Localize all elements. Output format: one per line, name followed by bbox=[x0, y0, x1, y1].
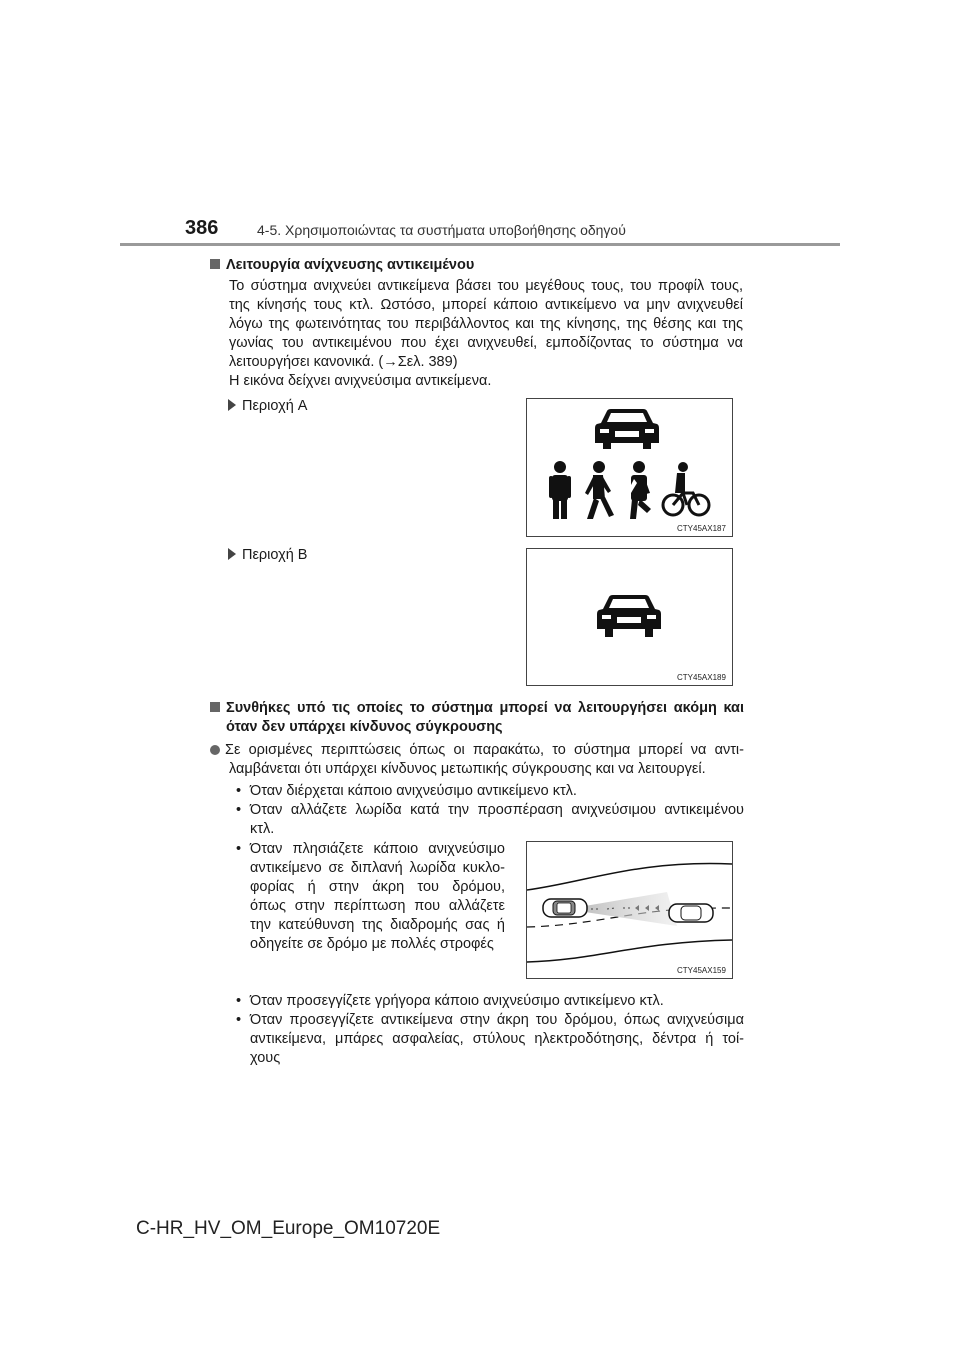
figure-area-b-drawing bbox=[527, 549, 732, 685]
walking-person-icon bbox=[585, 461, 614, 519]
header-divider bbox=[120, 243, 840, 246]
list-item-text: Όταν προσεγγίζετε αντικείμενα στην άκρη του δρόμου, όπως ανιχνεύσιμα bbox=[250, 1012, 744, 1028]
list-item-text: Όταν διέρχεται κάποιο ανιχνεύσιμο αντικείμενο κτλ. bbox=[250, 783, 577, 799]
list-item-text: Όταν προσεγγίζετε γρήγορα κάποιο ανιχνεύσιμο αντικείμενο κτλ. bbox=[250, 993, 664, 1009]
list-item-text: αντικείμενα, μπάρες ασφαλείας, στύλους ηλεκτροδότησης, δέντρα ή τοί- bbox=[250, 1031, 744, 1047]
list-item bbox=[236, 782, 744, 801]
page-number: 386 bbox=[185, 217, 219, 239]
paragraph-line: Το σύστημα ανιχνεύει αντικείμενα βάσει του μεγέθους τους, του προφίλ τους, bbox=[229, 278, 743, 294]
list-item bbox=[236, 801, 744, 839]
image-intro-text: Η εικόνα δείχνει ανιχνεύσιμα αντικείμενα. bbox=[229, 373, 492, 389]
bullet-char: • bbox=[236, 783, 242, 799]
figure-curved-road-drawing bbox=[527, 842, 732, 978]
list-item-text: οδηγείτε σε δρόμο με πολλές στροφές bbox=[250, 936, 494, 952]
list-item-text: Όταν αλλάζετε λωρίδα κατά την προσπέραση ανιχνεύσιμου αντικειμένου bbox=[250, 802, 744, 818]
car-top-view-icon bbox=[543, 899, 587, 917]
list-item-text: κτλ. bbox=[250, 821, 275, 837]
cyclist-icon bbox=[663, 462, 709, 515]
figure-code: CTY45AX187 bbox=[677, 524, 726, 533]
bullet-char: • bbox=[236, 802, 242, 818]
car-front-icon bbox=[597, 595, 661, 637]
pedestrian-icon bbox=[549, 461, 571, 519]
list-item-text: αντικείμενο σε διπλανή λωρίδα κυκλο- bbox=[250, 860, 505, 876]
figure-code: CTY45AX159 bbox=[677, 966, 726, 975]
figure-area-a-drawing bbox=[527, 399, 732, 536]
list-item-text: Όταν πλησιάζετε κάποιο ανιχνεύσιμο bbox=[250, 841, 505, 857]
paragraph-line: λόγω της φωτεινότητας του περιβάλλοντος και της κίνησης, της θέσης και της bbox=[229, 316, 743, 332]
car-front-icon bbox=[595, 409, 659, 449]
figure-curved-road bbox=[526, 841, 733, 979]
paragraph-line: λειτουργήσει κανονικά. (→Σελ. 389) bbox=[229, 354, 458, 370]
area-b-label-text: Περιοχή B bbox=[242, 547, 308, 563]
paragraph-line: της κίνησής τους κτλ. Ωστόσο, μπορεί κάποιο αντικείμενο να μην ανιχνευθεί bbox=[229, 297, 743, 313]
car-top-view-icon bbox=[669, 904, 713, 922]
running-person-icon bbox=[628, 461, 651, 519]
list-item bbox=[236, 840, 505, 954]
section-heading-text: Συνθήκες υπό τις οποίες το σύστημα μπορεί να λειτουργήσει ακόμη και bbox=[226, 700, 744, 716]
paragraph-line: γωνίας του αντικειμένου που έχει ανιχνευθεί, εμποδίζοντας το σύστημα να bbox=[229, 335, 743, 351]
manual-code-footer: C-HR_HV_OM_Europe_OM10720E bbox=[136, 1218, 441, 1239]
area-b-label bbox=[228, 546, 307, 565]
triangle-pointer-icon bbox=[228, 548, 236, 560]
list-item-text: χους bbox=[250, 1050, 281, 1066]
figure-area-a bbox=[526, 398, 733, 537]
triangle-pointer-icon bbox=[228, 399, 236, 411]
area-a-label-text: Περιοχή A bbox=[242, 398, 308, 414]
list-item-text: όπως στην περίπτωση που αλλάζετε bbox=[250, 898, 505, 914]
round-bullet-icon bbox=[210, 745, 220, 755]
bullet-char: • bbox=[236, 1012, 242, 1028]
bullet-char: • bbox=[236, 841, 242, 857]
list-item-text: την κατεύθυνση της διαδρομής σας ή bbox=[250, 917, 505, 933]
square-bullet-icon bbox=[210, 702, 220, 712]
point-text: Σε ορισμένες περιπτώσεις όπως οι παρακάτω, το σύστημα μπορεί να αντι- bbox=[225, 742, 744, 758]
figure-area-b bbox=[526, 548, 733, 686]
section-header-title: 4-5. Χρησιμοποιώντας τα συστήματα υποβοήθησης οδηγού bbox=[257, 222, 626, 238]
circle-point bbox=[210, 741, 744, 779]
list-item-text: φορίας ή στην άκρη του δρόμου, bbox=[250, 879, 505, 895]
square-bullet-icon bbox=[210, 259, 220, 269]
bullet-char: • bbox=[236, 993, 242, 1009]
object-detection-paragraph bbox=[229, 277, 743, 372]
list-item bbox=[236, 992, 744, 1011]
section-heading-text: Λειτουργία ανίχνευσης αντικειμένου bbox=[226, 257, 475, 273]
point-text: λαμβάνεται ότι υπάρχει κίνδυνος μετωπικής σύγκρουσης και να λειτουργεί. bbox=[229, 761, 706, 777]
figure-code: CTY45AX189 bbox=[677, 673, 726, 682]
section-heading-object-detection bbox=[210, 256, 474, 275]
area-a-label bbox=[228, 397, 307, 416]
section-heading-text: όταν δεν υπάρχει κίνδυνος σύγκρουσης bbox=[226, 719, 503, 735]
section-heading-false-activation bbox=[210, 699, 744, 737]
list-item bbox=[236, 1011, 744, 1068]
